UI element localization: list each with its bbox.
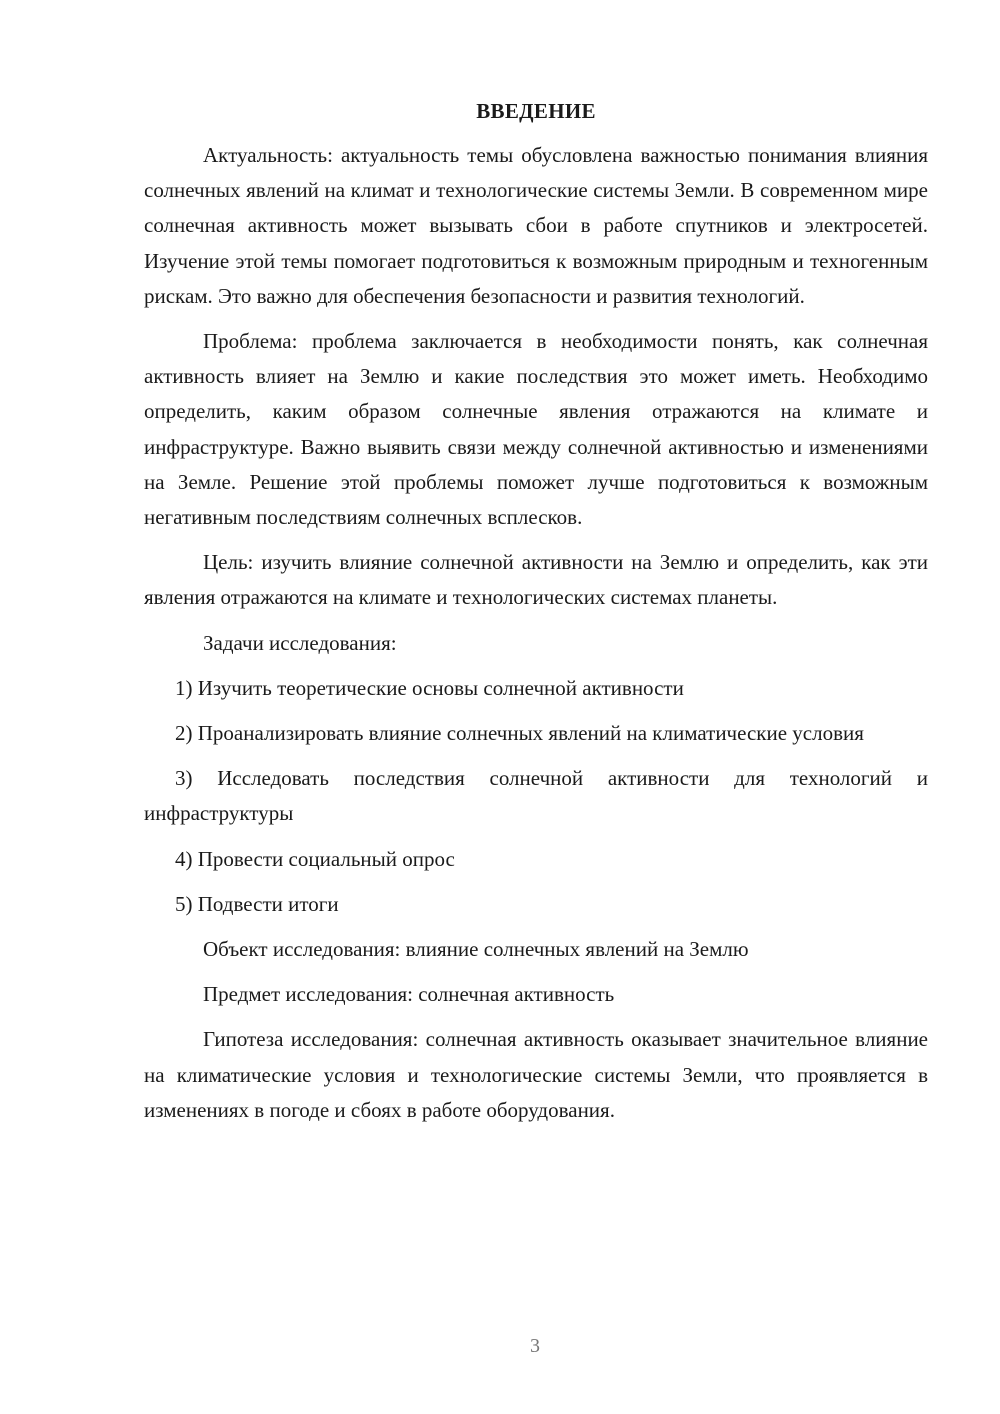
relevance-paragraph: Актуальность: актуальность темы обусловлена важностью понимания влияния солнечных явлений на климат и технологические системы Земли. В современном мире солнечная активность может вызывать сбои в работе спутников и электросетей. Изучение этой темы помогает подготовиться к возможным природным и техногенным рискам. Это важно для обеспечения безопасности и развития технологий. <box>144 143 928 308</box>
tasks-title: Задачи исследования: <box>203 630 397 655</box>
problem-paragraph: Проблема: проблема заключается в необходимости понять, как солнечная активность влияет на Землю и какие последствия это может иметь. Необходимо определить, каким образом солнечные явления отражаются на климате и инфраструктуре. Важно выявить связи между солнечной активностью и изменениями на Земле. Решение этой проблемы поможет лучше подготовиться к возможным негативным последствиям солнечных всплесков. <box>144 329 928 530</box>
section-heading: ВВЕДЕНИЕ <box>476 99 596 123</box>
task-item: 3) Исследовать последствия солнечной активности для технологий и инфраструктуры <box>144 766 928 826</box>
page-content <box>144 94 928 1138</box>
research-subject: Предмет исследования: солнечная активность <box>203 982 615 1007</box>
page-number: 3 <box>530 1335 540 1357</box>
hypothesis-paragraph: Гипотеза исследования: солнечная активность оказывает значительное влияние на климатические условия и технологические системы Земли, что проявляется в изменениях в погоде и сбоях в работе оборудования. <box>144 1027 928 1122</box>
task-item: 2) Проанализировать влияние солнечных явлений на климатические условия <box>175 721 864 746</box>
task-item: 5) Подвести итоги <box>175 891 339 916</box>
task-item: 4) Провести социальный опрос <box>175 846 455 871</box>
research-object: Объект исследования: влияние солнечных явлений на Землю <box>203 937 749 962</box>
task-item: 1) Изучить теоретические основы солнечной активности <box>175 675 684 700</box>
goal-paragraph: Цель: изучить влияние солнечной активности на Землю и определить, как эти явления отражаются на климате и технологических системах планеты. <box>144 550 928 610</box>
